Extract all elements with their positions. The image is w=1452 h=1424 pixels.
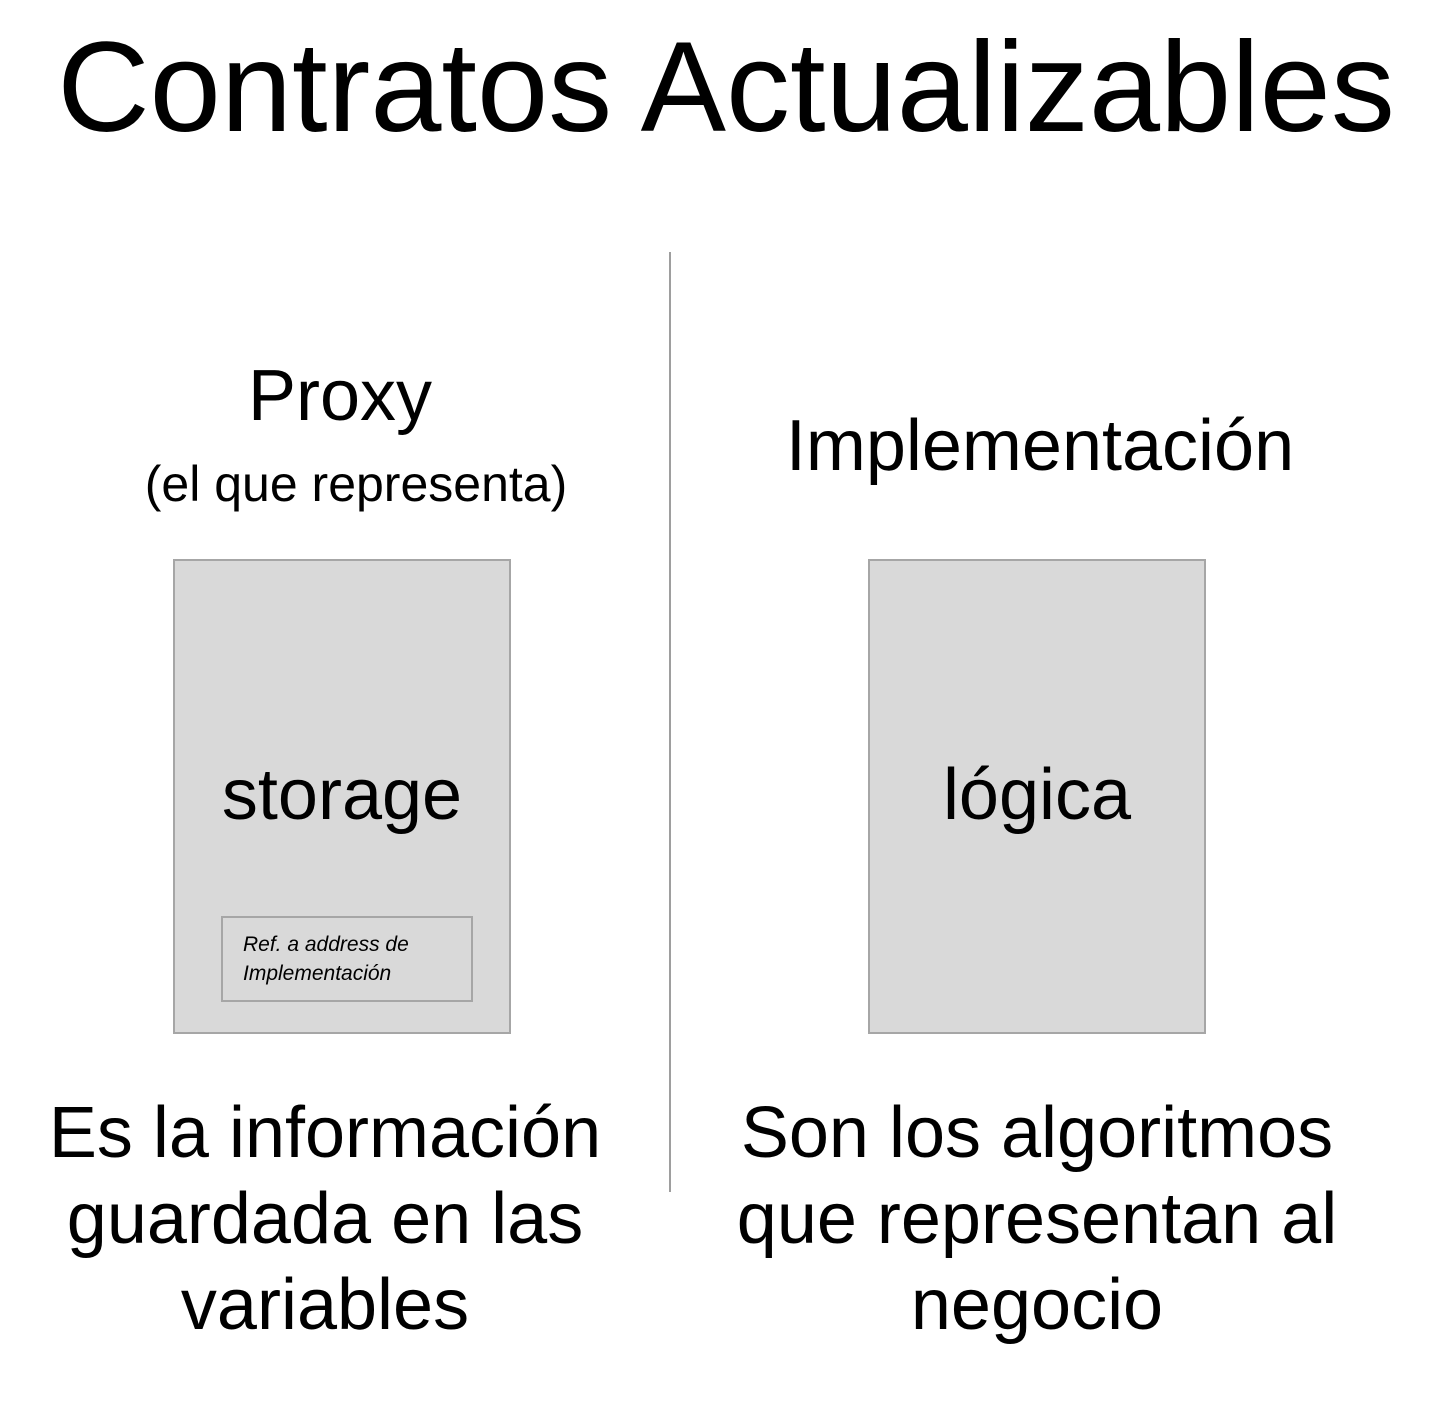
- description-line: que representan al: [736, 1179, 1338, 1259]
- description-line: guardada en las: [66, 1179, 584, 1259]
- implementation-address-ref-box: [221, 916, 473, 1002]
- ref-line: Implementación: [243, 962, 392, 985]
- ref-text: [243, 930, 463, 988]
- description-line: negocio: [910, 1265, 1164, 1345]
- proxy-contract-box: [173, 559, 511, 1034]
- implementation-description: [700, 1090, 1374, 1348]
- proxy-description: [0, 1090, 650, 1348]
- description-line: Son los algoritmos: [740, 1093, 1334, 1173]
- description-line: Es la información: [48, 1093, 602, 1173]
- storage-label: storage: [221, 755, 463, 835]
- implementation-heading: Implementación: [785, 406, 1295, 486]
- proxy-subheading: (el que representa): [144, 456, 568, 512]
- slide-title: Contratos Actualizables: [57, 16, 1395, 159]
- column-divider: [669, 252, 671, 1192]
- description-line: variables: [180, 1265, 470, 1345]
- logic-label: lógica: [942, 755, 1132, 835]
- ref-line: Ref. a address de: [243, 933, 409, 956]
- proxy-heading: Proxy: [247, 356, 433, 436]
- implementation-contract-box: [868, 559, 1206, 1034]
